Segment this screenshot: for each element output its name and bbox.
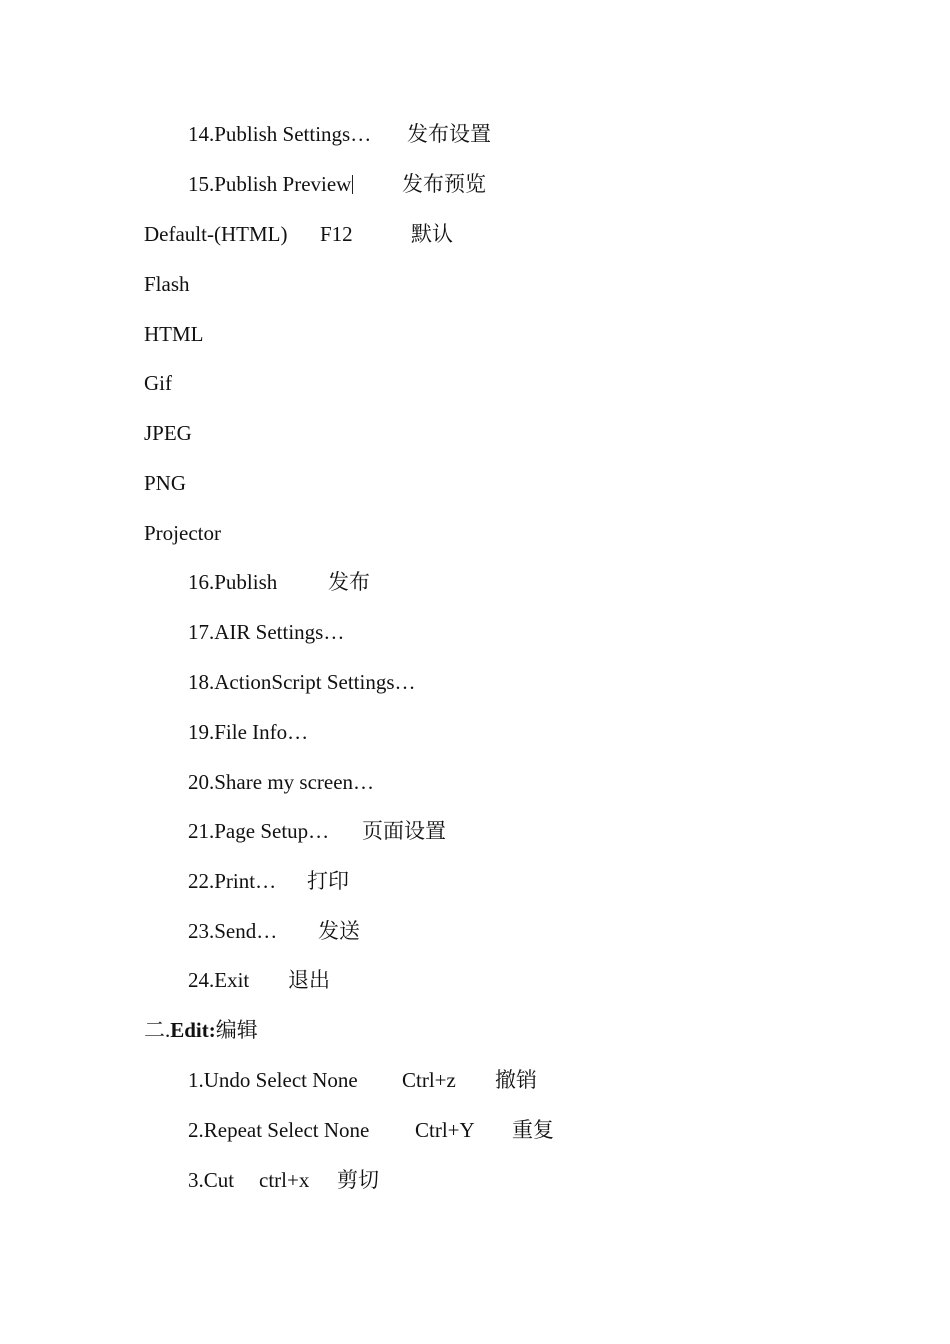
- section-heading-edit: [144, 1015, 258, 1045]
- menu-item-label: 1.Undo Select None: [188, 1068, 358, 1092]
- preview-option-gif: Gif: [144, 371, 172, 395]
- preview-option-jpeg: JPEG: [144, 421, 192, 445]
- menu-item-label: 24.Exit: [188, 968, 250, 992]
- menu-item-label: 23.Send…: [188, 919, 278, 943]
- menu-item-air-settings: 17.AIR Settings…: [188, 620, 345, 644]
- menu-item-label: 14.Publish Settings…: [188, 122, 372, 146]
- menu-item-label: 22.Print…: [188, 869, 277, 893]
- section-translation: 编辑: [215, 1018, 258, 1042]
- menu-item-translation: 发布预览: [402, 172, 486, 196]
- menu-item-translation: 发布设置: [407, 122, 491, 146]
- menu-item-label: 21.Page Setup…: [188, 819, 330, 843]
- menu-item-translation: 页面设置: [362, 819, 446, 843]
- menu-item-label: 3.Cut: [188, 1168, 235, 1192]
- menu-item-label: 2.Repeat Select None: [188, 1118, 370, 1142]
- menu-item-label: 16.Publish: [188, 570, 278, 594]
- menu-item-shortcut: Ctrl+Y: [415, 1118, 475, 1142]
- text-cursor: [352, 175, 353, 194]
- option-shortcut: F12: [320, 222, 353, 246]
- section-title: Edit:: [170, 1018, 216, 1042]
- menu-item-translation: 剪切: [337, 1168, 379, 1192]
- section-number: 二.: [144, 1018, 171, 1042]
- menu-item-shortcut: ctrl+x: [259, 1168, 310, 1192]
- preview-option-flash: Flash: [144, 272, 190, 296]
- menu-item-translation: 撤销: [495, 1068, 537, 1092]
- menu-item-share-screen: 20.Share my screen…: [188, 770, 375, 794]
- menu-item-actionscript-settings: 18.ActionScript Settings…: [188, 670, 416, 694]
- option-translation: 默认: [411, 222, 453, 246]
- menu-item-translation: 重复: [512, 1118, 554, 1142]
- menu-item-shortcut: Ctrl+z: [402, 1068, 456, 1092]
- preview-option-projector: Projector: [144, 521, 221, 545]
- menu-item-label: 15.Publish Preview: [188, 172, 352, 196]
- menu-item-translation: 打印: [307, 869, 349, 893]
- preview-option-png: PNG: [144, 471, 187, 495]
- menu-item-translation: 退出: [288, 968, 330, 992]
- menu-item-file-info: 19.File Info…: [188, 720, 309, 744]
- menu-item-translation: 发布: [328, 570, 370, 594]
- menu-item-translation: 发送: [318, 919, 360, 943]
- preview-option-html: HTML: [144, 322, 204, 346]
- option-label: Default-(HTML): [144, 222, 288, 246]
